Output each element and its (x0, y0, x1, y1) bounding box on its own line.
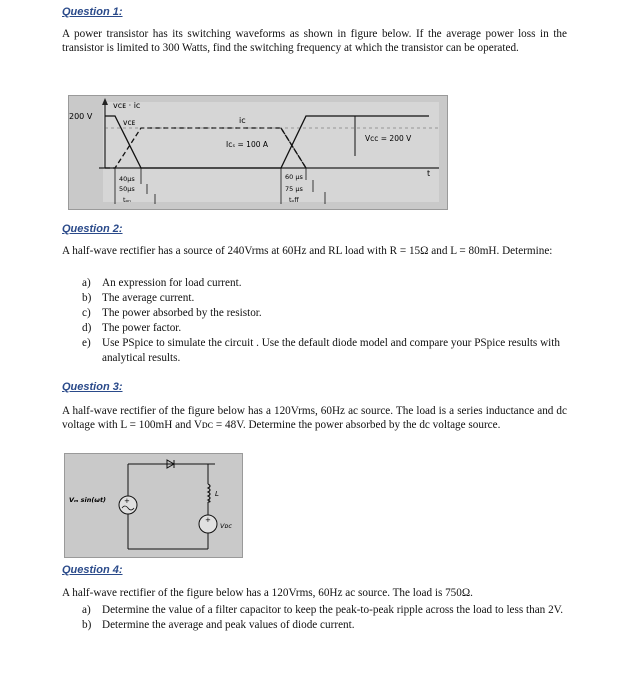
vcc-label: Vᴄᴄ = 200 V (365, 134, 412, 143)
question-1-title: Question 1: (62, 6, 123, 18)
toff-dim-2: 75 μs (285, 185, 303, 193)
switching-waveform-graph (69, 96, 447, 209)
ton-dim-1: 40μs (119, 175, 135, 183)
rectifier-circuit-figure (64, 453, 243, 558)
rectifier-circuit (65, 454, 242, 557)
source-label: Vₘ sin(ωt) (69, 496, 107, 504)
question-4-text: A half-wave rectifier of the figure below has a 120Vrms, 60Hz ac source. The load is 750Ω. (62, 587, 473, 599)
inductor-label: L (215, 490, 219, 498)
dc-source-symbol (199, 515, 217, 533)
question-2-title: Question 2: (62, 223, 123, 235)
question-2-text: A half-wave rectifier has a source of 240Vrms at 60Hz and RL load with R = 15Ω and L = 80mH. Determine: (62, 245, 553, 257)
inductor-symbol (208, 484, 210, 502)
toff-dim-3: tₒff (289, 196, 299, 204)
list-item: b) Determine the average and peak values of diode current. (82, 619, 355, 631)
ic-label: iᴄ (239, 116, 246, 125)
vce-label: vᴄᴇ (123, 118, 136, 127)
svg-text:+: + (124, 497, 130, 505)
ton-dim-3: tₒₙ (123, 196, 131, 204)
svg-text:+: + (205, 516, 211, 524)
time-label: t (427, 169, 431, 178)
question-3-text: A half-wave rectifier of the figure below has a 120Vrms, 60Hz ac source. The load is a series inductance and dc voltage with L = 100mH and Vᴅᴄ = 48V. Determine the power absorbed by the dc voltage source. (62, 405, 567, 431)
axis-label: vᴄᴇ · iᴄ (113, 101, 141, 110)
dc-label: Vᴅᴄ (220, 522, 232, 530)
toff-dim-1: 60 μs (285, 173, 303, 181)
list-item: a) Determine the value of a filter capacitor to keep the peak-to-peak ripple across the load to less than 2V. (82, 604, 564, 616)
ac-source-symbol (119, 496, 137, 514)
list-item: e) Use PSpice to simulate the circuit . Use the default diode model and compare your PSpice results with analytical results. (82, 337, 560, 364)
ics-label: Iᴄₛ = 100 A (226, 140, 269, 149)
question-2-list (82, 276, 567, 366)
ton-dim-2: 50μs (119, 185, 135, 193)
question-4-list (82, 603, 567, 633)
question-3-title: Question 3: (62, 381, 123, 393)
y-level-label: 200 V (69, 112, 93, 121)
list-item: b) The average current. (82, 292, 195, 304)
list-item: d) The power factor. (82, 322, 182, 334)
question-4-title: Question 4: (62, 564, 123, 576)
question-1-text: A power transistor has its switching waveforms as shown in figure below. If the average power loss in the transistor is limited to 300 Watts, find the switching frequency at which the transistor can be operated. (62, 28, 567, 54)
list-item: c) The power absorbed by the resistor. (82, 307, 262, 319)
list-item: a) An expression for load current. (82, 277, 242, 289)
switching-waveform-figure (68, 95, 448, 210)
